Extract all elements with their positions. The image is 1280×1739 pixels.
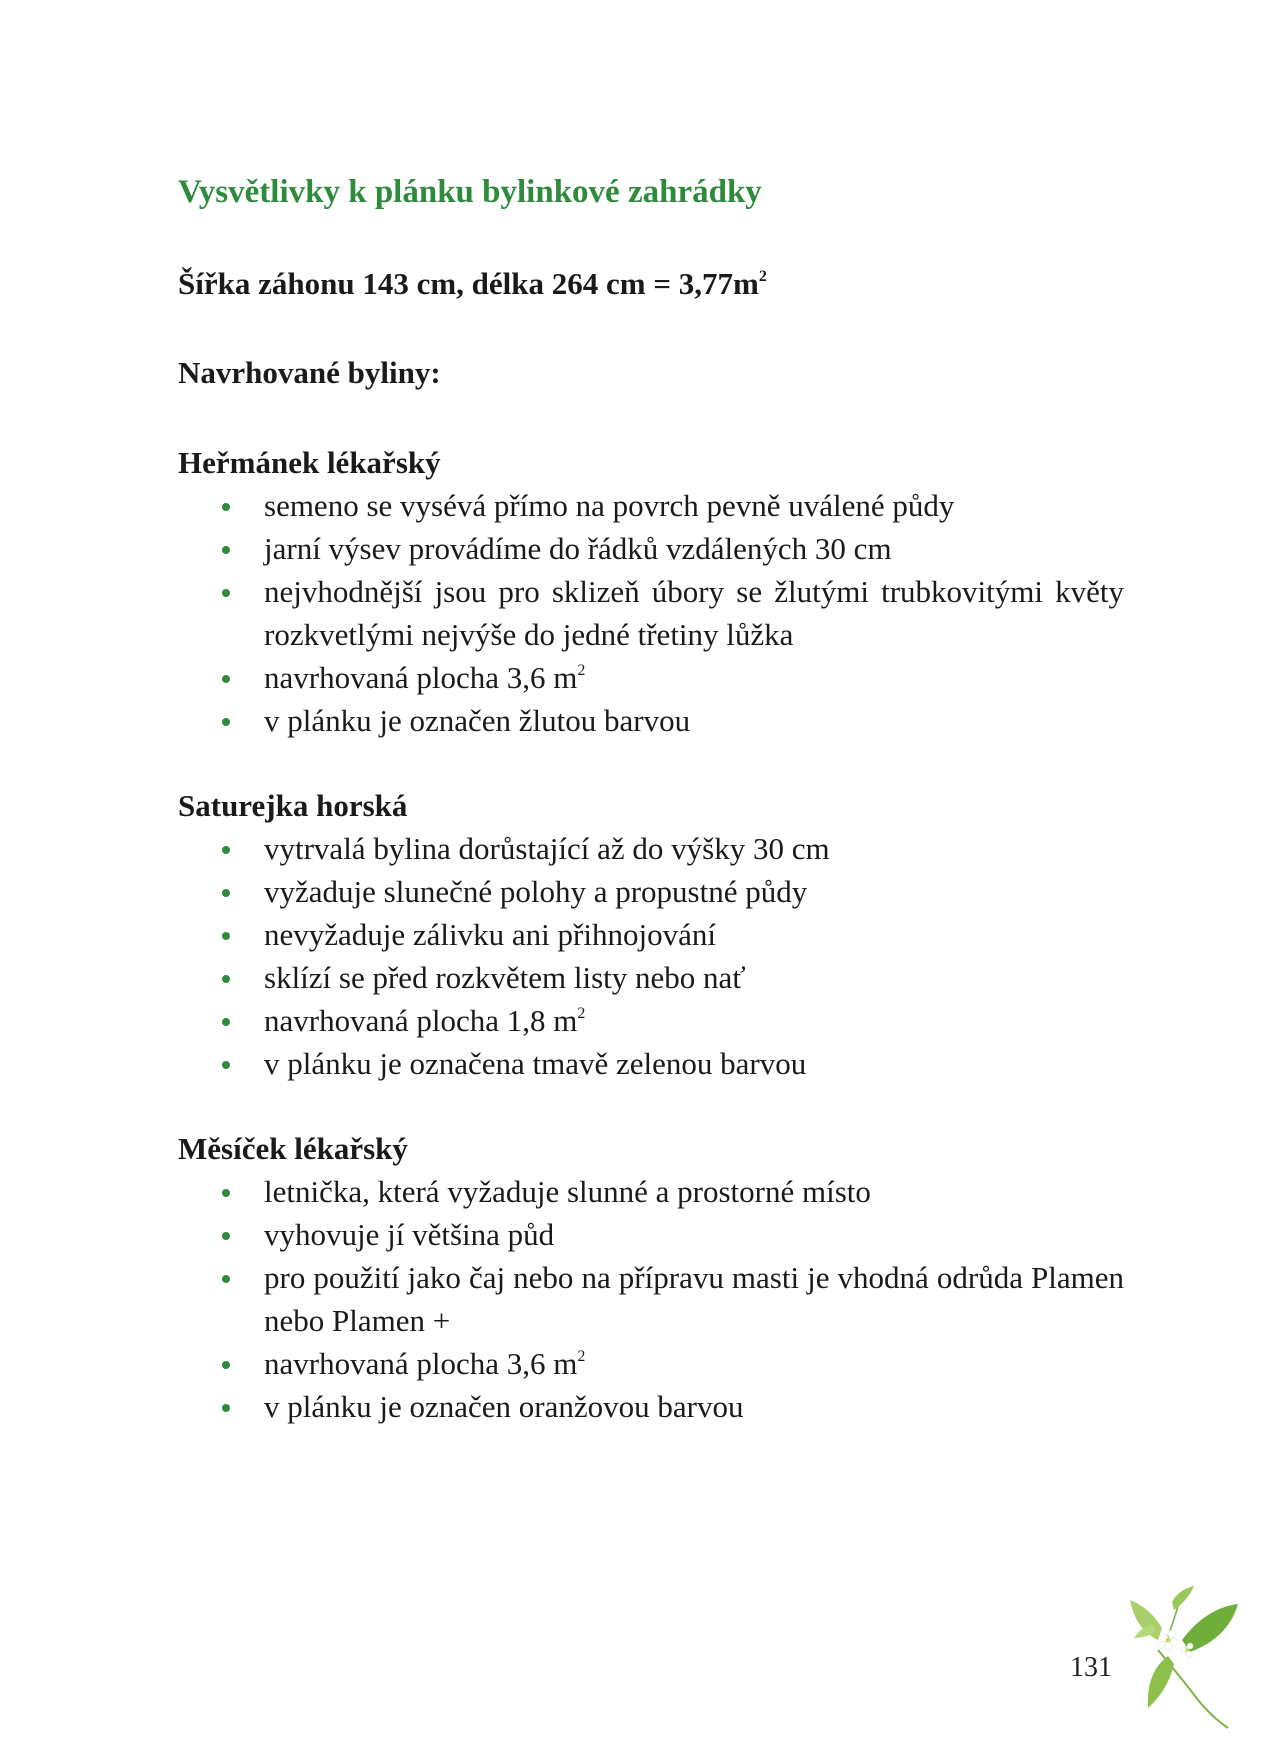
bullet-icon xyxy=(222,589,230,597)
bullet-icon xyxy=(222,1404,230,1412)
herb-bullet-list xyxy=(178,827,1118,1085)
list-item: pro použití jako čaj nebo na přípravu masti je vhodná odrůda Plamen nebo Plamen + xyxy=(178,1256,1124,1342)
list-item: navrhovaná plocha 1,8 $m^2$ xyxy=(178,999,1124,1042)
herb-name: Heřmánek lékařský xyxy=(178,445,441,480)
herb-section-marigold xyxy=(178,1127,1124,1428)
bed-dimensions xyxy=(178,266,767,302)
bullet-icon xyxy=(222,718,230,726)
list-item: v plánku je označen oranžovou barvou xyxy=(178,1385,1124,1428)
list-item: vyžaduje slunečné polohy a propustné půdy xyxy=(178,870,1124,913)
bullet-icon xyxy=(222,1189,230,1197)
list-item: vytrvalá bylina dorůstající až do výšky 30 cm xyxy=(178,827,1124,870)
bullet-icon xyxy=(222,932,230,940)
list-item: sklízí se před rozkvětem listy nebo nať xyxy=(178,956,1124,999)
list-item: v plánku je označen žlutou barvou xyxy=(178,699,1124,742)
list-item: navrhovaná plocha 3,6 $m^2$ xyxy=(178,1342,1124,1385)
list-item: v plánku je označena tmavě zelenou barvou xyxy=(178,1042,1124,1085)
bullet-icon xyxy=(222,1232,230,1240)
list-item: nevyžaduje zálivku ani přihnojování xyxy=(178,913,1124,956)
list-item: jarní výsev provádíme do řádků vzdálených 30 cm xyxy=(178,527,1124,570)
herb-name: Měsíček lékařský xyxy=(178,1131,408,1166)
bed-dimensions-text: Šířka záhonu 143 cm, délka 264 cm = 3,77m xyxy=(178,266,759,301)
bullet-icon xyxy=(222,889,230,897)
bed-dimensions-superscript: 2 xyxy=(758,268,767,285)
list-item: navrhovaná plocha 3,6 $m^2$ xyxy=(178,656,1124,699)
bullet-icon xyxy=(222,1361,230,1369)
bullet-icon xyxy=(222,846,230,854)
list-item: semeno se vysévá přímo na povrch pevně uválené půdy xyxy=(178,484,1124,527)
bullet-icon xyxy=(222,1061,230,1069)
bullet-icon xyxy=(222,1018,230,1026)
herb-name: Saturejka horská xyxy=(178,788,408,823)
list-item: vyhovuje jí většina půd xyxy=(178,1213,1124,1256)
page-number: 131 xyxy=(1070,1652,1112,1683)
bullet-icon xyxy=(222,675,230,683)
herb-bullet-list xyxy=(178,1170,1124,1428)
list-item: letnička, která vyžaduje slunné a prostorné místo xyxy=(178,1170,1124,1213)
herb-section-savory xyxy=(178,784,1118,1085)
plant-sprig-icon xyxy=(1128,1580,1238,1730)
herb-section-chamomile xyxy=(178,441,1124,742)
herb-bullet-list xyxy=(178,484,1124,742)
bullet-icon xyxy=(222,503,230,511)
bullet-icon xyxy=(222,975,230,983)
list-item: nejvhodnější jsou pro sklizeň úbory se žlutými trubkovitými květy rozkvetlými nejvýše do jedné třetiny lůžka xyxy=(178,570,1124,656)
bullet-icon xyxy=(222,546,230,554)
proposed-herbs-heading: Navrhované byliny: xyxy=(178,355,441,390)
bullet-icon xyxy=(222,1275,230,1283)
page-title: Vysvětlivky k plánku bylinkové zahrádky xyxy=(178,174,762,210)
